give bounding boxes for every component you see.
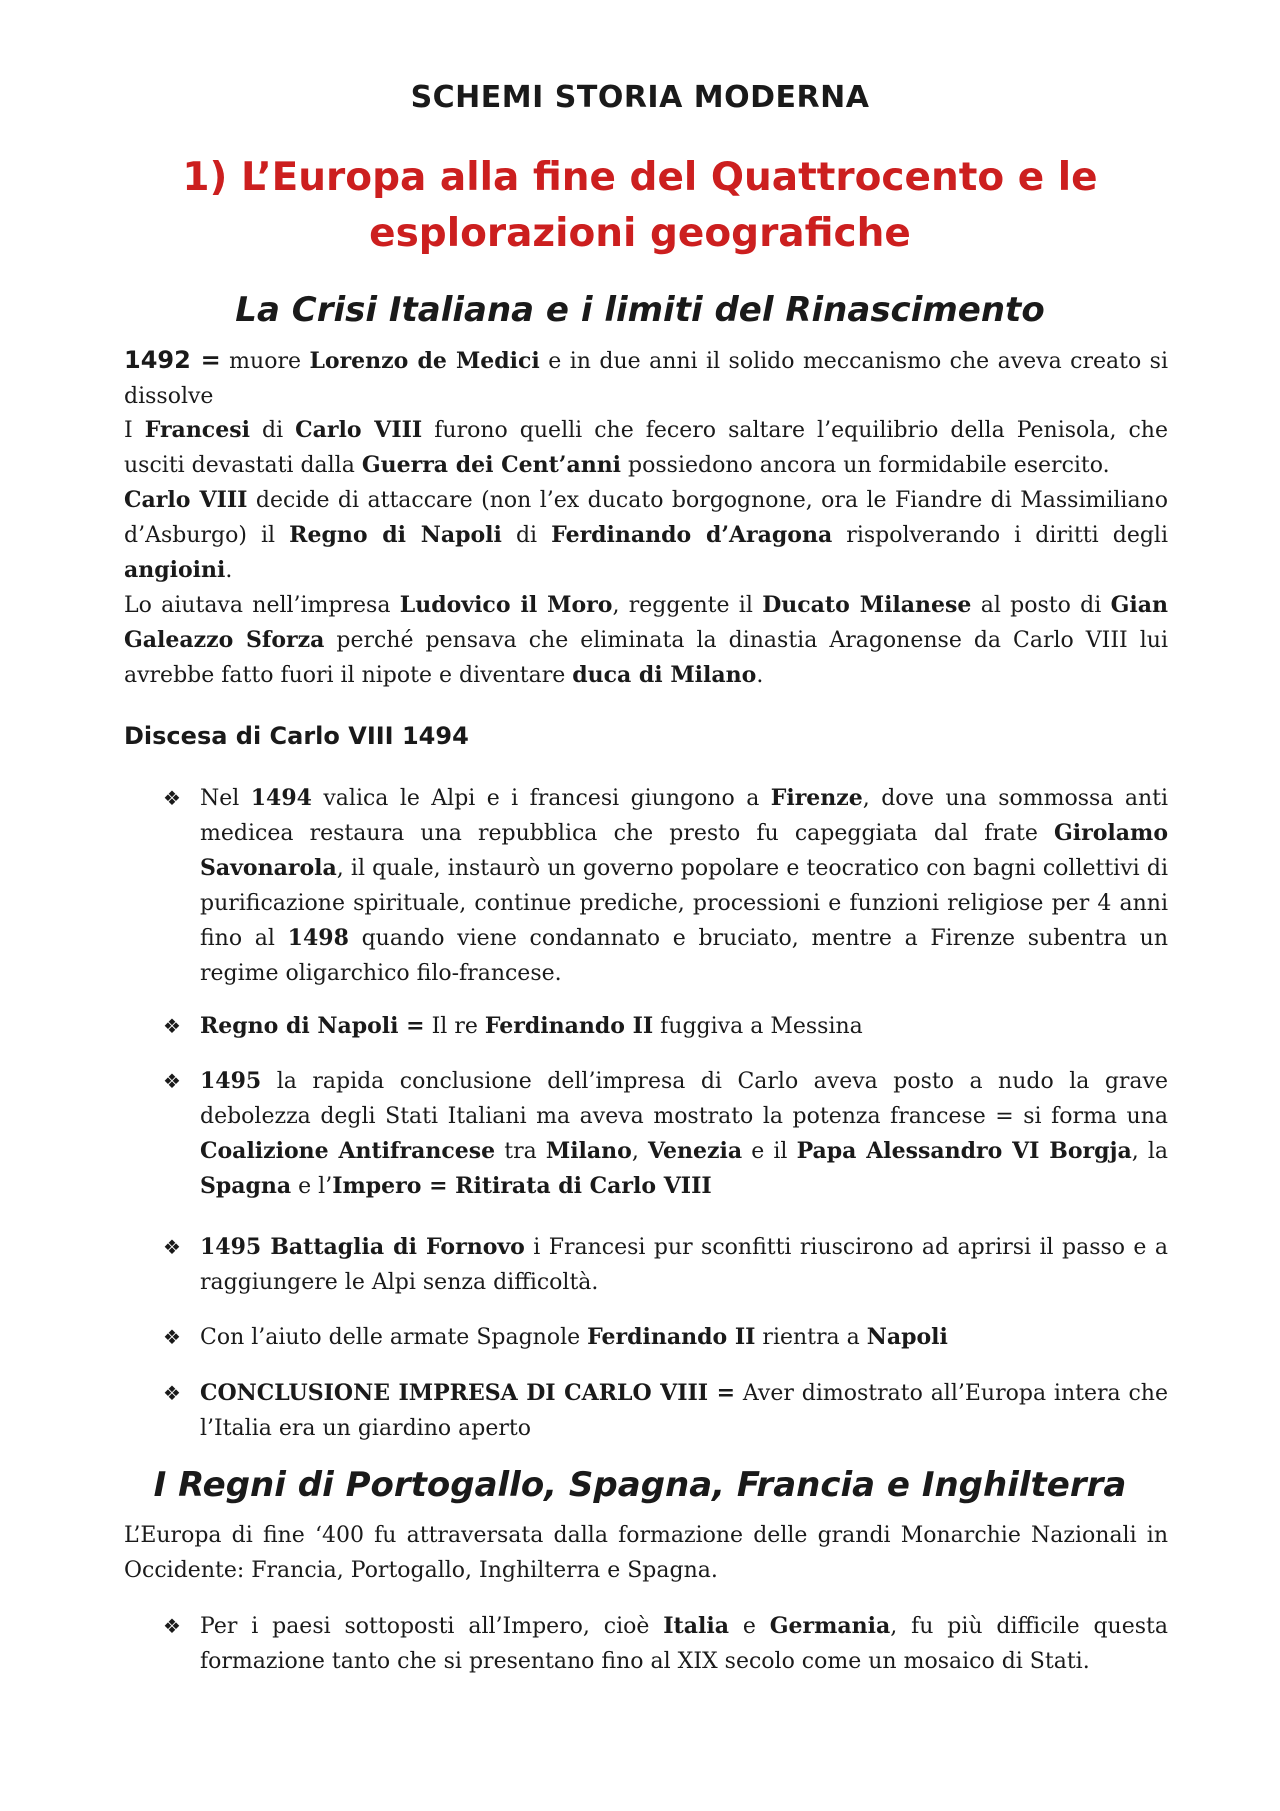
document-title: SCHEMI STORIA MODERNA	[410, 80, 870, 115]
paragraph-1492: 1492 = muore Lorenzo de Medici e in due anni il solido meccanismo che aveva creato si dissolve	[124, 346, 1168, 409]
paragraph-francesi: I Francesi di Carlo VIII furono quelli che fecero saltare l’equilibrio della Penisola, che usciti devastati dalla Guerra dei Cent’anni possiedono ancora un formidabile esercito.	[124, 417, 1168, 478]
chapter-title: 1) L’Europa alla fine del Quattrocento e le esplorazioni geografiche	[182, 155, 1098, 256]
bullet-battaglia-di-fornovo: 1495 Battaglia di Fornovo i Francesi pur sconfitti riuscirono ad aprirsi il passo e a raggiungere le Alpi senza difficoltà.	[200, 1234, 1168, 1295]
bullet-1495-coalizione: 1495 la rapida conclusione dell’impresa di Carlo aveva posto a nudo la grave debolezza degli Stati Italiani ma aveva mostrato la potenza francese = si forma una Coalizione Antifrancese tra Milano, Venezia e il Papa Alessandro VI Borgja, la Spagna e l’Impero = Ritirata di Carlo VIII	[200, 1068, 1168, 1199]
bullet-diamond-icon: ❖	[163, 1235, 181, 1259]
bullet-impero-italia-germania: Per i paesi sottoposti all’Impero, cioè Italia e Germania, fu più difficile questa formazione tanto che si presentano fino al XIX secolo come un mosaico di Stati.	[200, 1613, 1168, 1674]
bullet-diamond-icon: ❖	[163, 1014, 181, 1038]
paragraph-ludovico-il-moro: Lo aiutava nell’impresa Ludovico il Moro, reggente il Ducato Milanese al posto di Gian Galeazzo Sforza perché pensava che eliminata la dinastia Aragonense da Carlo VIII lui avrebbe fatto fuori il nipote e diventare duca di Milano.	[124, 592, 1169, 688]
paragraph-monarchie-nazionali: L’Europa di fine ‘400 fu attraversata dalla formazione delle grandi Monarchie Nazionali in Occidente: Francia, Portogallo, Inghilterra e Spagna.	[124, 1523, 1168, 1583]
bullet-regno-di-napoli: Regno di Napoli = Il re Ferdinando II fuggiva a Messina	[200, 1013, 863, 1039]
subsection-title-discesa: Discesa di Carlo VIII 1494	[124, 722, 469, 750]
bullet-ferdinando-rientra: Con l’aiuto delle armate Spagnole Ferdinando II rientra a Napoli	[200, 1324, 948, 1350]
section-title-regni: I Regni di Portogallo, Spagna, Francia e Inghilterra	[153, 1465, 1127, 1505]
bullet-diamond-icon: ❖	[163, 1381, 181, 1405]
bullet-diamond-icon: ❖	[163, 1614, 181, 1638]
paragraph-carlo-viii: Carlo VIII decide di attaccare (non l’ex ducato borgognone, ora le Fiandre di Massimiliano d’Asburgo) il Regno di Napoli di Ferdinando d’Aragona rispolverando i diritti degli angioini.	[124, 487, 1169, 583]
bullet-conclusione: CONCLUSIONE IMPRESA DI CARLO VIII = Aver dimostrato all’Europa intera che l’Italia era un giardino aperto	[200, 1380, 1168, 1441]
bullet-diamond-icon: ❖	[163, 786, 181, 810]
bullet-diamond-icon: ❖	[163, 1325, 181, 1349]
bullet-diamond-icon: ❖	[163, 1069, 181, 1093]
bullet-1494: Nel 1494 valica le Alpi e i francesi giungono a Firenze, dove una sommossa anti medicea restaura una repubblica che presto fu capeggiata dal frate Girolamo Savonarola, il quale, instaurò un governo popolare e teocratico con bagni collettivi di purificazione spirituale, continue prediche, processioni e funzioni religiose per 4 anni fino al 1498 quando viene condannato e bruciato, mentre a Firenze subentra un regime oligarchico filo-francese.	[200, 785, 1168, 986]
section-title-crisi-italiana: La Crisi Italiana e i limiti del Rinascimento	[235, 290, 1045, 330]
